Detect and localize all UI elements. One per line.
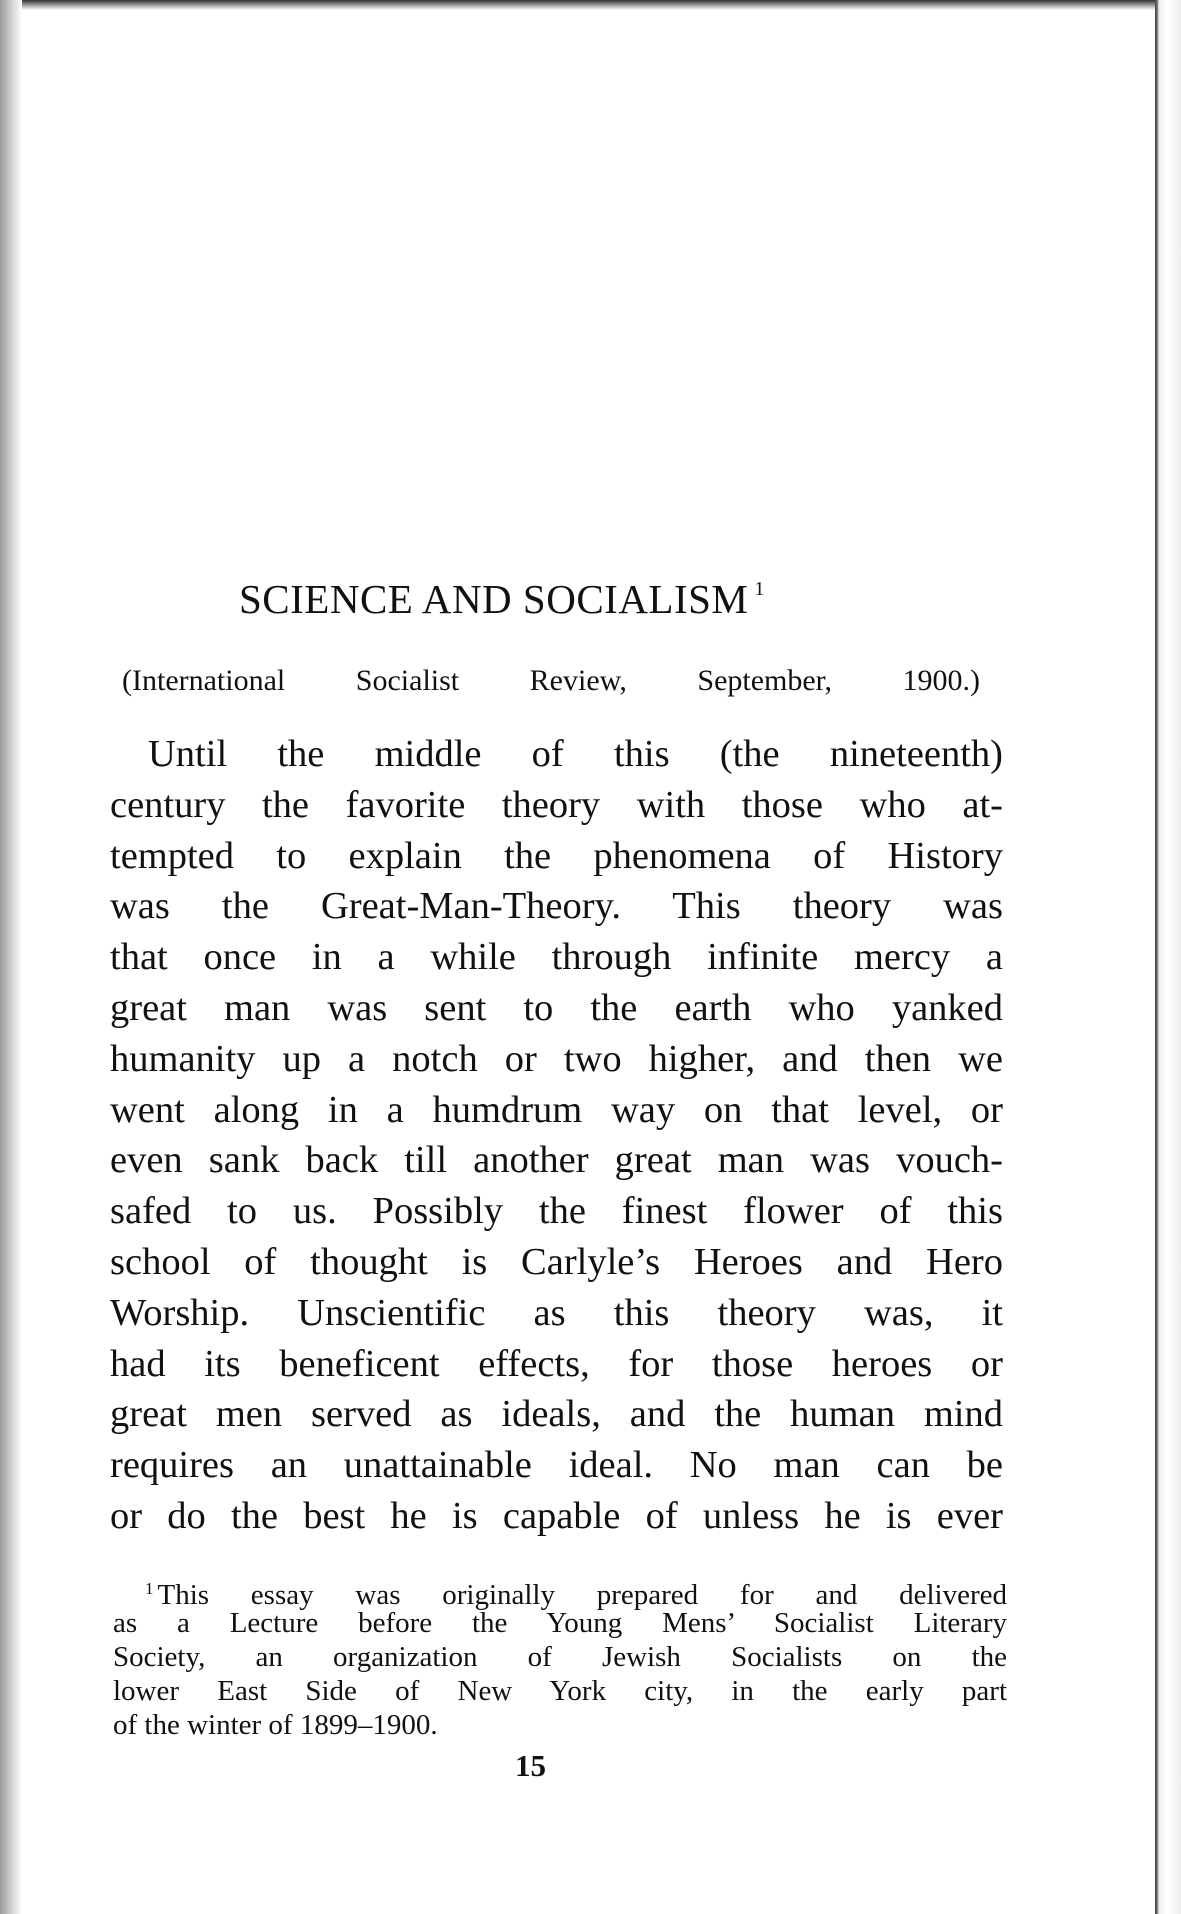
body-line: requires an unattainable ideal. No man can be bbox=[110, 1444, 1003, 1487]
body-line: great men served as ideals, and the human mind bbox=[110, 1393, 1003, 1436]
body-line: even sank back till another great man was vouch- bbox=[110, 1139, 1003, 1182]
footnote-line: Society, an organization of Jewish Socialists on the bbox=[113, 1641, 1007, 1673]
body-line: or do the best he is capable of unless he is ever bbox=[110, 1495, 1003, 1537]
body-line: great man was sent to the earth who yanked bbox=[110, 987, 1003, 1029]
page-top-edge bbox=[0, 0, 1181, 10]
source-citation: (International Socialist Review, September, 1900.) bbox=[122, 664, 980, 697]
body-line: Worship. Unscientific as this theory was, it bbox=[110, 1291, 1003, 1334]
body-line: humanity up a notch or two higher, and then we bbox=[110, 1037, 1003, 1080]
body-line: was the Great-Man-Theory. This theory was bbox=[110, 885, 1003, 928]
page-number: 15 bbox=[515, 1748, 546, 1783]
chapter-title bbox=[239, 575, 765, 623]
chapter-title-text: SCIENCE AND SOCIALISM bbox=[239, 576, 749, 622]
footnote-reference: 1 bbox=[754, 578, 765, 600]
page-right-edge bbox=[1155, 0, 1181, 1914]
footnote-line-text: This essay was originally prepared for and delivered bbox=[157, 1579, 1007, 1611]
footnote-line: of the winter of 1899–1900. bbox=[113, 1709, 438, 1741]
body-line: had its beneficent effects, for those heroes or bbox=[110, 1342, 1003, 1385]
footnote-marker: 1 bbox=[145, 1579, 154, 1598]
footnote-line: lower East Side of New York city, in the early part bbox=[113, 1675, 1007, 1707]
body-line: century the favorite theory with those who at- bbox=[110, 783, 1003, 826]
body-line: school of thought is Carlyle’s Heroes and Hero bbox=[110, 1241, 1003, 1283]
footnote-line: as a Lecture before the Young Mens’ Socialist Literary bbox=[113, 1607, 1007, 1639]
body-line: Until the middle of this (the nineteenth) bbox=[148, 733, 1003, 775]
body-line: that once in a while through infinite mercy a bbox=[110, 936, 1003, 979]
page-binding-shadow bbox=[0, 0, 22, 1914]
body-line: safed to us. Possibly the finest flower of this bbox=[110, 1190, 1003, 1233]
body-line: went along in a humdrum way on that level, or bbox=[110, 1088, 1003, 1131]
body-line: tempted to explain the phenomena of History bbox=[110, 834, 1003, 877]
